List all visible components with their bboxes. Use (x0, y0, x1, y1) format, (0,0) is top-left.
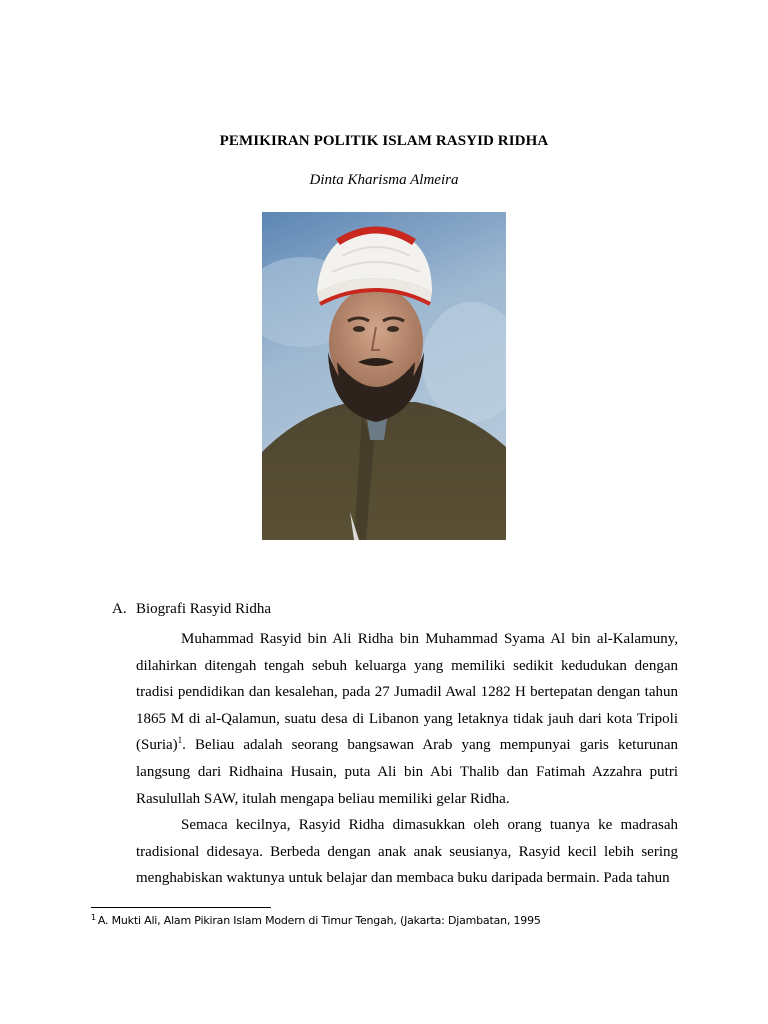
paragraph-1 (136, 626, 678, 812)
footnote-number: 1 (91, 913, 96, 922)
footnote-divider (91, 907, 271, 908)
section-number: A. (112, 601, 127, 617)
author-name: Dinta Kharisma Almeira (309, 172, 459, 188)
body-text (136, 626, 678, 892)
paragraph-1-text: Muhammad Rasyid bin Ali Ridha bin Muhammad Syama Al bin al-Kalamuny, dilahirkan ditengah tengah sebuh keluarga yang memiliki sedikit kedudukan dengan tradisi pendidikan dan kesalehan, pada 27 Jumadil Awal 1282 H bertepatan dengan tahun 1865 M di al-Qalamun, suatu desa di Libanon yang letaknya tidak jauh dari kota Tripoli (Suria) (136, 631, 678, 754)
paragraph-1-continued: . Beliau adalah seorang bangsawan Arab yang mempunyai garis keturunan langsung dari Ridhaina Husain, puta Ali bin Abi Thalib dan Fatimah Azzahra putri Rasulullah SAW, itulah mengapa beliau memiliki gelar Ridha. (136, 737, 678, 807)
footnote-text: A. Mukti Ali, Alam Pikiran Islam Modern di Timur Tengah, (Jakarta: Djambatan, 1995 (97, 914, 541, 927)
document-title: PEMIKIRAN POLITIK ISLAM RASYID RIDHA (219, 133, 549, 149)
section-title: Biografi Rasyid Ridha (136, 601, 271, 617)
footnote (91, 914, 541, 927)
portrait-photo (262, 212, 506, 540)
section-heading (112, 601, 271, 618)
footnote-reference[interactable]: 1 (177, 735, 183, 746)
paragraph-2: Semaca kecilnya, Rasyid Ridha dimasukkan oleh orang tuanya ke madrasah tradisional didesaya. Berbeda dengan anak anak seusianya, Rasyid kecil lebih sering menghabiskan waktunya untuk belajar dan membaca buku daripada bermain. Pada tahun (136, 817, 678, 887)
